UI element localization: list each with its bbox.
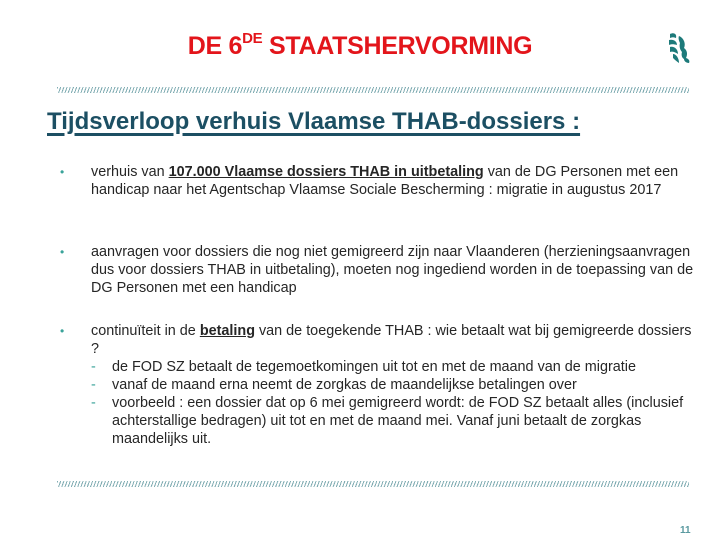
top-hatch-divider (57, 87, 689, 93)
bullet-list (60, 163, 700, 447)
slide-title (0, 32, 720, 61)
title-suffix: STAATSHERVORMING (262, 32, 533, 60)
dash-icon: - (91, 359, 96, 375)
sub-list (91, 358, 700, 448)
section-heading: Tijdsverloop verhuis Vlaamse THAB-dossiers : (47, 108, 581, 135)
dash-icon: - (91, 377, 96, 393)
sub-item: - vanaf de maand erna neemt de zorgkas de maandelijkse betalingen over (91, 377, 577, 393)
bottom-hatch-divider (57, 481, 689, 487)
bullet-icon: • (60, 165, 65, 179)
sub-item: - voorbeeld : een dossier dat op 6 mei gemigreerd wordt: de FOD SZ betaalt alles (inclusief achterstallige bedragen) uit tot en met de maand mei. Vanaf juni betaalt de zorgkas maandelijks uit. (91, 395, 684, 447)
title-prefix: DE 6 (187, 32, 243, 60)
emphasis-text: 107.000 Vlaamse dossiers THAB in uitbetaling (168, 164, 484, 180)
dash-icon: - (91, 395, 96, 411)
sub-item: - de FOD SZ betaalt de tegemoetkomingen uit tot en met de maand van de migratie (91, 359, 636, 375)
bullet-item: • aanvragen voor dossiers die nog niet gemigreerd zijn naar Vlaanderen (herzieningsaanvragen dus voor dossiers THAB in uitbetaling), moeten nog ingediend worden in de toepassing van de DG Personen met een handicap (60, 244, 694, 296)
bullet-icon: • (60, 324, 65, 338)
bullet-item: • verhuis van 107.000 Vlaamse dossiers THAB in uitbetaling van de DG Personen met een handicap naar het Agentschap Vlaamse Sociale Bescherming : migratie in augustus 2017 (60, 164, 679, 198)
bullet-icon: • (60, 245, 65, 259)
title-superscript: DE (242, 30, 263, 47)
emphasis-text: betaling (199, 323, 255, 339)
page-number: 11 (680, 525, 691, 536)
flemish-lion-icon (664, 28, 694, 68)
bullet-item: • continuïteit in de betaling van de toegekende THAB : wie betaalt wat bij gemigreerde dossiers ? - de FOD SZ betaalt de tegemoetkomingen uit tot en met de maand van de migratie - vanaf de maand erna neemt de zorgkas de maandelijkse betalingen over - voorbeeld : een dossier dat op 6 mei gemigreerd wordt: de FOD SZ betaalt alles (inclusief achterstallige bedragen) uit tot en met de maand mei. Vanaf juni betaalt de zorgkas maandelijks uit. (60, 322, 700, 448)
